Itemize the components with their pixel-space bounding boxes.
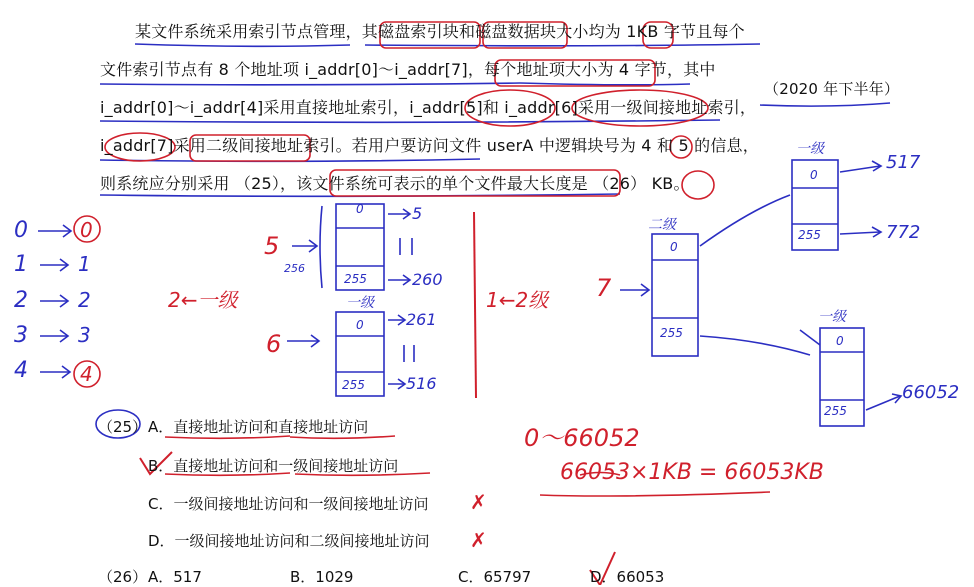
block-bot-255: 255 — [342, 378, 365, 392]
direct-left-4: 4 — [14, 358, 28, 383]
option26-b[interactable]: B．1029 — [290, 568, 354, 586]
label-256: 256 — [284, 262, 305, 275]
level1-title-c: 一级 — [818, 309, 846, 325]
arrow-5: 5 — [412, 204, 423, 223]
calc-note: 66053×1KB = 66053KB — [560, 460, 824, 485]
question-line-4: i_addr[7]采用二级间接地址索引。若用户要访问文件 userA 中逻辑块号为 4 和 5 的信息， — [100, 136, 759, 155]
option25-a[interactable]: A．直接地址访问和直接地址访问 — [148, 418, 369, 436]
direct-right-4: 4 — [80, 362, 93, 386]
direct-right-3: 3 — [78, 323, 91, 347]
block-top-255: 255 — [344, 272, 367, 286]
direct-left-2: 2 — [14, 288, 28, 313]
direct-right-1: 1 — [78, 252, 91, 276]
level2-title: 二级 — [648, 217, 676, 233]
arrow-772: 772 — [886, 222, 921, 243]
block-top-0: 0 — [356, 202, 364, 216]
arrow-260: 260 — [412, 270, 443, 289]
l1b-block-0: 0 — [810, 168, 818, 182]
option25-c[interactable]: C．一级间接地址访问和一级间接地址访问 — [148, 495, 429, 513]
question-line-3: i_addr[0]～i_addr[4]采用直接地址索引，i_addr[5]和 i_addr[6]采用一级间接地址索引， — [100, 98, 757, 117]
option26-d[interactable]: D．66053 — [590, 568, 665, 586]
label-24-level: 2←一级 — [168, 288, 238, 312]
mark-d: ✗ — [470, 528, 487, 552]
level2-blocks — [620, 160, 901, 426]
level1-title-a: 一级 — [346, 295, 374, 311]
divider-line — [474, 212, 476, 398]
l1c-block-255: 255 — [824, 404, 847, 418]
question-line-1: 某文件系统采用索引节点管理，其磁盘索引块和磁盘数据块大小均为 1KB 字节且每个 — [135, 22, 745, 41]
label-7: 7 — [596, 274, 612, 302]
range-note: 0～66052 — [524, 424, 640, 452]
level1-title-b: 一级 — [796, 141, 824, 157]
arrow-261: 261 — [406, 310, 437, 329]
direct-left-3: 3 — [14, 323, 28, 348]
question-line-2: 文件索引节点有 8 个地址项 i_addr[0]～i_addr[7]，每个地址项大小为 4 字节，其中 — [100, 60, 716, 79]
direct-left-0: 0 — [14, 218, 28, 243]
arrow-66052: 66052 — [902, 382, 960, 403]
direct-right-2: 2 — [78, 288, 91, 312]
direct-right-0: 0 — [80, 218, 93, 242]
option25-b[interactable]: B．直接地址访问和一级间接地址访问 — [148, 457, 399, 475]
direct-left-1: 1 — [14, 252, 28, 277]
question-line-5: 则系统应分别采用 （25），该文件系统可表示的单个文件最大长度是 （26） KB。 — [100, 174, 690, 193]
l2-block-255: 255 — [660, 326, 683, 340]
block-bot-0: 0 — [356, 318, 364, 332]
l1b-block-255: 255 — [798, 228, 821, 242]
label-6: 6 — [266, 330, 282, 358]
option26-a[interactable]: A．517 — [148, 568, 202, 586]
option25-d[interactable]: D．一级间接地址访问和二级间接地址访问 — [148, 532, 430, 550]
label-14-level: 1←2级 — [486, 288, 549, 312]
option26-c[interactable]: C．65797 — [458, 568, 532, 586]
options26-number: （26） — [98, 568, 148, 586]
label-5: 5 — [264, 232, 280, 260]
l1c-block-0: 0 — [836, 334, 844, 348]
mark-c: ✗ — [470, 490, 487, 514]
arrow-516: 516 — [406, 374, 437, 393]
direct-arrows — [38, 225, 71, 378]
question-year: （2020 年下半年） — [764, 80, 900, 98]
options25-number: （25） — [98, 418, 148, 436]
l2-block-0: 0 — [670, 240, 678, 254]
arrow-517: 517 — [886, 152, 921, 173]
